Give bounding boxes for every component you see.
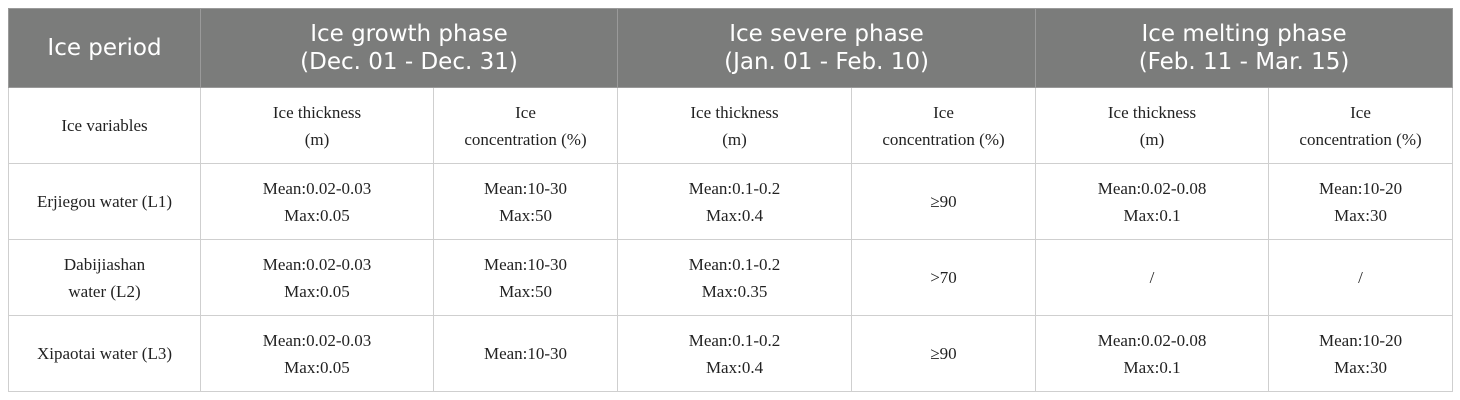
- concentration-column-label: [1269, 88, 1453, 164]
- value-line: Max:0.35: [701, 281, 768, 301]
- label-line: Ice: [515, 102, 536, 122]
- table-row: [9, 240, 1453, 316]
- value-line: Mean:0.02-0.08: [1097, 178, 1207, 198]
- value-line: ≥90: [930, 344, 957, 363]
- ice-conditions-table: [8, 8, 1453, 392]
- severe-phase-header: [618, 9, 1036, 88]
- value-line: Max:50: [499, 205, 552, 225]
- concentration-column-label: [852, 88, 1036, 164]
- value-line: Max:30: [1334, 357, 1387, 377]
- label-line: (m): [304, 129, 330, 149]
- value-cell: [618, 240, 852, 316]
- value-line: Mean:0.1-0.2: [688, 254, 781, 274]
- phase-dates: (Jan. 01 - Feb. 10): [724, 49, 929, 75]
- data-rows: [9, 164, 1453, 392]
- value-line: Mean:0.02-0.03: [262, 330, 372, 350]
- value-cell: [434, 316, 618, 392]
- value-line: Mean:10-20: [1318, 330, 1403, 350]
- label-line: Ice: [933, 102, 954, 122]
- value-line: Max:0.4: [705, 205, 764, 225]
- phase-dates: (Dec. 01 - Dec. 31): [300, 49, 518, 75]
- value-cell: [852, 316, 1036, 392]
- value-line: Mean:0.02-0.08: [1097, 330, 1207, 350]
- table-row: [9, 164, 1453, 240]
- thickness-column-label: [201, 88, 434, 164]
- value-cell: [1269, 164, 1453, 240]
- value-cell: [1036, 240, 1269, 316]
- location-line: water (L2): [68, 281, 141, 301]
- value-cell: [434, 164, 618, 240]
- value-line: Max:50: [499, 281, 552, 301]
- value-cell: [201, 316, 434, 392]
- phase-name: Ice melting phase: [1141, 21, 1347, 47]
- label-line: (m): [1139, 129, 1165, 149]
- variables-row: [9, 88, 1453, 164]
- label-line: Ice thickness: [690, 102, 779, 122]
- thickness-column-label: [1036, 88, 1269, 164]
- label-line: concentration (%): [1299, 129, 1422, 149]
- value-cell: [1036, 164, 1269, 240]
- phase-name: Ice growth phase: [310, 21, 508, 47]
- table-row: [9, 316, 1453, 392]
- value-line: Mean:10-30: [483, 254, 568, 274]
- location-cell: [9, 316, 201, 392]
- value-line: Max:0.4: [705, 357, 764, 377]
- value-line: /: [1149, 268, 1155, 287]
- value-line: Mean:0.02-0.03: [262, 254, 372, 274]
- label-line: Ice: [1350, 102, 1371, 122]
- thickness-column-label: [618, 88, 852, 164]
- value-cell: [852, 164, 1036, 240]
- value-line: Mean:0.1-0.2: [688, 330, 781, 350]
- value-cell: [434, 240, 618, 316]
- value-line: Max:30: [1334, 205, 1387, 225]
- location-line: Xipaotai water (L3): [37, 344, 172, 363]
- ice-variables-label: Ice variables: [9, 88, 201, 164]
- value-cell: [201, 164, 434, 240]
- value-line: Mean:0.02-0.03: [262, 178, 372, 198]
- value-cell: [1036, 316, 1269, 392]
- ice-period-header: Ice period: [9, 9, 201, 88]
- melting-phase-header: [1036, 9, 1453, 88]
- value-cell: [618, 316, 852, 392]
- location-line: Dabijiashan: [63, 254, 146, 274]
- value-line: Mean:10-30: [483, 178, 568, 198]
- value-line: /: [1358, 268, 1363, 287]
- value-cell: [1269, 240, 1453, 316]
- value-line: Max:0.05: [284, 205, 350, 225]
- value-cell: [852, 240, 1036, 316]
- label-line: Ice thickness: [1107, 102, 1197, 122]
- value-line: Max:0.1: [1123, 205, 1181, 225]
- value-line: Mean:10-30: [483, 344, 568, 363]
- value-cell: [201, 240, 434, 316]
- value-line: Mean:10-20: [1318, 178, 1403, 198]
- concentration-column-label: [434, 88, 618, 164]
- value-line: Max:0.05: [284, 281, 350, 301]
- location-line: Erjiegou water (L1): [37, 192, 172, 211]
- value-cell: [1269, 316, 1453, 392]
- value-line: Mean:0.1-0.2: [688, 178, 781, 198]
- value-line: Max:0.1: [1123, 357, 1181, 377]
- location-cell: [9, 240, 201, 316]
- value-cell: [618, 164, 852, 240]
- label-line: Ice thickness: [272, 102, 362, 122]
- label-line: concentration (%): [882, 129, 1005, 149]
- label-line: concentration (%): [464, 129, 587, 149]
- phase-name: Ice severe phase: [729, 21, 924, 47]
- location-cell: [9, 164, 201, 240]
- value-line: Max:0.05: [284, 357, 350, 377]
- value-line: >70: [930, 268, 957, 287]
- label-line: (m): [722, 129, 747, 149]
- phase-dates: (Feb. 11 - Mar. 15): [1138, 49, 1350, 75]
- header-row: [9, 9, 1453, 88]
- value-line: ≥90: [930, 192, 957, 211]
- growth-phase-header: [201, 9, 618, 88]
